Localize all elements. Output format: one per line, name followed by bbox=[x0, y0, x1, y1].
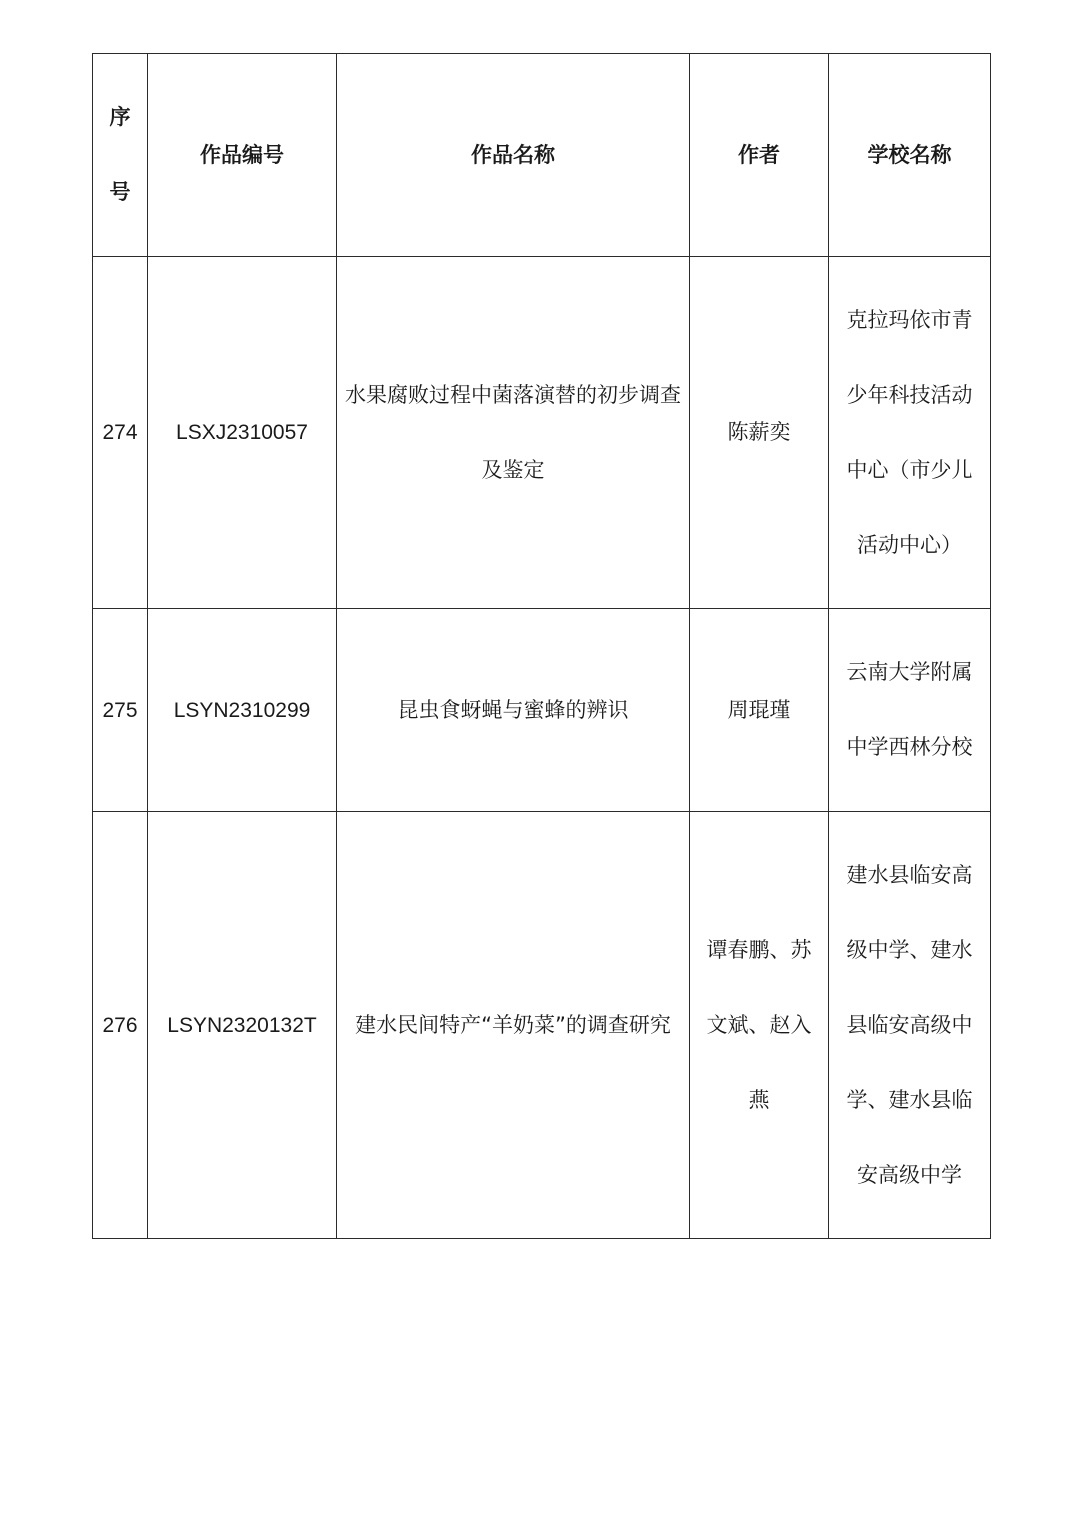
table-header-row bbox=[93, 54, 991, 257]
row-title: 建水民间特产“羊奶菜”的调查研究 bbox=[337, 812, 690, 1239]
row-author: 陈薪奕 bbox=[690, 257, 829, 609]
row-seq: 276 bbox=[93, 812, 148, 1239]
row-code: LSYN2310299 bbox=[148, 609, 337, 812]
row-code: LSXJ2310057 bbox=[148, 257, 337, 609]
header-code: 作品编号 bbox=[148, 54, 337, 257]
row-seq: 275 bbox=[93, 609, 148, 812]
header-seq-line1: 序 bbox=[109, 105, 131, 129]
row-code: LSYN2320132T bbox=[148, 812, 337, 1239]
header-title: 作品名称 bbox=[337, 54, 690, 257]
header-author: 作者 bbox=[690, 54, 829, 257]
header-seq-line2: 号 bbox=[109, 180, 131, 204]
row-seq: 274 bbox=[93, 257, 148, 609]
award-table bbox=[92, 53, 991, 1239]
row-title: 昆虫食蚜蝇与蜜蜂的辨识 bbox=[337, 609, 690, 812]
row-school: 克拉玛依市青少年科技活动中心（市少儿活动中心） bbox=[829, 257, 991, 609]
row-author: 谭春鹏、苏文斌、赵入燕 bbox=[690, 812, 829, 1239]
table-row bbox=[93, 609, 991, 812]
header-seq bbox=[93, 54, 148, 257]
header-school: 学校名称 bbox=[829, 54, 991, 257]
row-title: 水果腐败过程中菌落演替的初步调查及鉴定 bbox=[337, 257, 690, 609]
table-row bbox=[93, 812, 991, 1239]
row-school: 云南大学附属中学西林分校 bbox=[829, 609, 991, 812]
table-row bbox=[93, 257, 991, 609]
row-school: 建水县临安高级中学、建水县临安高级中学、建水县临安高级中学 bbox=[829, 812, 991, 1239]
row-author: 周琨瑾 bbox=[690, 609, 829, 812]
